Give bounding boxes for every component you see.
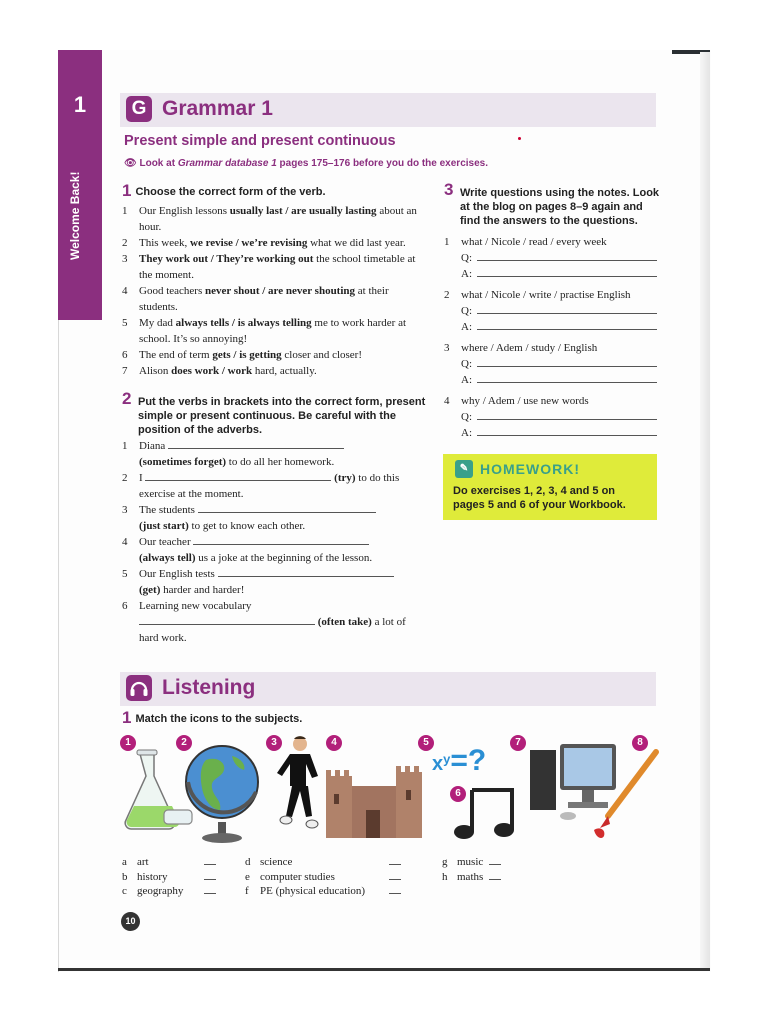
item-number: 1 xyxy=(444,236,450,248)
listening-title: Listening xyxy=(162,676,256,699)
answer-blank[interactable] xyxy=(204,884,216,894)
question-line[interactable] xyxy=(477,250,657,261)
item-text-post: hard, actually. xyxy=(252,365,317,377)
subject-name: geography xyxy=(137,885,184,897)
ex2-item xyxy=(122,534,422,566)
item-subject: Learning new vocabulary xyxy=(139,600,252,612)
item-rest: us a joke at the beginning of the lesson. xyxy=(195,552,373,564)
subject-name: maths xyxy=(457,870,484,883)
answer-line[interactable] xyxy=(477,425,657,436)
ex3-heading xyxy=(444,180,660,228)
item-number: 1 xyxy=(122,440,128,452)
question-line[interactable] xyxy=(477,356,657,367)
ex2-item xyxy=(122,566,422,598)
answer-line[interactable] xyxy=(193,534,369,545)
item-rest: to get to know each other. xyxy=(188,520,306,532)
ex1-item xyxy=(122,347,422,363)
castle-icon xyxy=(322,760,426,840)
item-text-pre: The end of term xyxy=(139,349,213,361)
picture-badge-3: 3 xyxy=(266,735,282,751)
maths-formula xyxy=(432,744,486,778)
subjects-col-3 xyxy=(442,855,522,884)
subject-name: art xyxy=(137,856,149,868)
answer-blank[interactable] xyxy=(489,855,501,865)
answer-line[interactable] xyxy=(168,438,344,449)
verb-choice[interactable]: They work out / They’re working out xyxy=(139,253,314,265)
item-number: 7 xyxy=(122,365,128,377)
answer-row xyxy=(444,372,658,388)
answer-blank[interactable] xyxy=(389,870,401,880)
subject-name: history xyxy=(137,870,168,883)
ex3-number: 3 xyxy=(444,180,454,199)
answer-line[interactable] xyxy=(218,566,394,577)
subject-d xyxy=(245,855,405,870)
homework-text: Do exercises 1, 2, 3, 4 and 5 on pages 5 and 6 of your Workbook. xyxy=(453,485,626,511)
item-number: 4 xyxy=(444,395,450,407)
item-rest: a lot of hard work. xyxy=(139,616,406,644)
item-number: 6 xyxy=(122,600,128,612)
ex2-items xyxy=(122,438,422,646)
item-text-post: about an hour. xyxy=(139,205,417,233)
item-text-post: closer and closer! xyxy=(281,349,362,361)
music-note-icon xyxy=(450,786,520,842)
grammar-title: Grammar 1 xyxy=(162,97,273,120)
verb-choice[interactable]: gets / is getting xyxy=(212,349,282,361)
subject-name: computer studies xyxy=(260,870,335,883)
ex3-item xyxy=(444,287,658,335)
ex2-instruction: Put the verbs in brackets into the correct form, present simple or present continuous. Be careful with the position of the adverbs. xyxy=(138,396,426,436)
subject-letter: f xyxy=(245,885,249,897)
a-label: A: xyxy=(461,374,472,386)
item-number: 2 xyxy=(122,237,128,249)
ex2-item xyxy=(122,438,422,470)
subjects-col-1 xyxy=(122,855,232,899)
grammar-note xyxy=(124,158,488,169)
answer-row xyxy=(444,319,658,335)
verb-choice[interactable]: we revise / we’re revising xyxy=(190,237,308,249)
a-label: A: xyxy=(461,427,472,439)
page-bottom-rule xyxy=(58,968,710,971)
listening-ex1-number: 1 xyxy=(122,708,132,727)
item-number: 6 xyxy=(122,349,128,361)
formula-y: y xyxy=(443,751,451,767)
picture-badge-5: 5 xyxy=(418,735,434,751)
runner-icon xyxy=(270,734,326,838)
question-row xyxy=(444,250,658,266)
unit-label: Welcome Back! xyxy=(68,171,82,260)
question-line[interactable] xyxy=(477,303,657,314)
answer-line[interactable] xyxy=(477,319,657,330)
answer-line[interactable] xyxy=(477,266,657,277)
subject-letter: h xyxy=(442,870,448,883)
subject-f xyxy=(245,884,405,899)
item-number: 2 xyxy=(122,472,128,484)
subject-g xyxy=(442,855,522,870)
ex3-notes xyxy=(444,287,658,303)
ex3-notes xyxy=(444,340,658,356)
headphones-icon xyxy=(126,675,152,701)
print-speck xyxy=(518,137,521,140)
item-text-pre: This week, xyxy=(139,237,191,249)
item-text-post: me to work harder at school. It’s so annoying! xyxy=(139,317,407,345)
subject-letter: b xyxy=(122,870,128,883)
paintbrush-icon xyxy=(590,748,660,844)
item-text-pre: My dad xyxy=(139,317,176,329)
listening-ex1-instruction: Match the icons to the subjects. xyxy=(135,713,303,725)
notes-text: what / Nicole / write / practise English xyxy=(461,289,631,301)
page-edge xyxy=(700,52,710,968)
ex3-item xyxy=(444,340,658,388)
q-label: Q: xyxy=(461,305,472,317)
ex3-item xyxy=(444,393,658,441)
answer-line[interactable] xyxy=(145,470,331,481)
ex1-item xyxy=(122,363,422,379)
subject-c xyxy=(122,884,232,899)
item-subject: Our English tests xyxy=(139,568,215,580)
note-prefix: Look at xyxy=(139,158,178,169)
picture-badge-8: 8 xyxy=(632,735,648,751)
ex3-instruction: Write questions using the notes. Look at the blog on pages 8–9 again and find the answers to the questions. xyxy=(460,187,660,227)
picture-badge-2: 2 xyxy=(176,735,192,751)
a-label: A: xyxy=(461,268,472,280)
answer-blank[interactable] xyxy=(204,870,216,880)
ex1-number: 1 xyxy=(122,181,132,200)
picture-badge-4: 4 xyxy=(326,735,342,751)
grammar-subtitle: Present simple and present continuous xyxy=(124,133,396,149)
ex2-item xyxy=(122,598,422,646)
verb-choice[interactable]: does work / work xyxy=(171,365,253,377)
answer-blank[interactable] xyxy=(204,855,216,865)
question-row xyxy=(444,303,658,319)
item-number: 5 xyxy=(122,317,128,329)
q-label: Q: xyxy=(461,411,472,423)
picture-badge-1: 1 xyxy=(120,735,136,751)
notes-text: where / Adem / study / English xyxy=(461,342,598,354)
note-suffix: pages 175–176 before you do the exercises. xyxy=(276,158,488,169)
item-text-post: the school timetable at the moment. xyxy=(139,253,416,281)
ex2-item xyxy=(122,502,422,534)
subject-name: music xyxy=(457,856,484,868)
ex3-item xyxy=(444,234,658,282)
notes-text: what / Nicole / read / every week xyxy=(461,236,607,248)
eye-icon: 👁 xyxy=(124,158,137,169)
note-reference: Grammar database 1 xyxy=(177,158,277,169)
item-rest: harder and harder! xyxy=(160,584,245,596)
item-subject: Diana xyxy=(139,440,166,452)
subject-letter: a xyxy=(122,856,127,868)
verb-choice[interactable]: never shout / are never shouting xyxy=(204,285,356,297)
answer-blank[interactable] xyxy=(489,870,501,880)
item-rest: to do all her homework. xyxy=(226,456,335,468)
question-line[interactable] xyxy=(477,409,657,420)
picture-badge-7: 7 xyxy=(510,735,526,751)
item-number: 3 xyxy=(444,342,450,354)
subject-letter: d xyxy=(245,856,251,868)
ex2-number: 2 xyxy=(122,389,132,408)
subject-h xyxy=(442,870,522,885)
item-subject: The students xyxy=(139,504,195,516)
ex1-item xyxy=(122,203,422,235)
ex1-item xyxy=(122,283,422,315)
answer-line[interactable] xyxy=(139,614,315,625)
homework-title: HOMEWORK! xyxy=(480,461,580,477)
unit-side-tab xyxy=(58,50,102,320)
grammar-icon: G xyxy=(126,96,152,122)
globe-icon xyxy=(180,742,266,846)
a-label: A: xyxy=(461,321,472,333)
subject-letter: e xyxy=(245,870,250,883)
unit-number: 1 xyxy=(73,92,87,117)
ex1-item xyxy=(122,235,422,251)
item-text-pre: Our English lessons xyxy=(139,205,230,217)
item-number: 3 xyxy=(122,504,128,516)
subject-e xyxy=(245,870,405,885)
formula-rest: =? xyxy=(450,744,487,777)
subject-name: PE (physical education) xyxy=(260,885,366,897)
page-number: 10 xyxy=(121,912,140,931)
verb-hint: (get) xyxy=(139,584,161,596)
subjects-col-2 xyxy=(245,855,405,899)
ex1-instruction: Choose the correct form of the verb. xyxy=(135,186,326,198)
item-number: 5 xyxy=(122,568,128,580)
homework-icon: ✎ xyxy=(455,460,473,478)
question-row xyxy=(444,356,658,372)
listening-ex1-heading xyxy=(122,708,422,727)
answer-row xyxy=(444,425,658,441)
subject-letter: c xyxy=(122,885,127,897)
formula-x: x xyxy=(432,753,444,775)
verb-hint: (sometimes forget) xyxy=(139,456,227,468)
item-text-pre: Alison xyxy=(139,365,172,377)
ex2-item xyxy=(122,470,422,502)
ex1-heading xyxy=(122,181,422,200)
subject-name: science xyxy=(260,856,293,868)
verb-hint: (always tell) xyxy=(139,552,196,564)
verb-hint: (often take) xyxy=(317,616,372,628)
ex1-items xyxy=(122,203,422,379)
q-label: Q: xyxy=(461,358,472,370)
answer-blank[interactable] xyxy=(389,884,401,894)
answer-blank[interactable] xyxy=(389,855,401,865)
subject-b xyxy=(122,870,232,885)
subject-letter: g xyxy=(442,856,448,868)
item-rest: to do this exercise at the moment. xyxy=(139,472,400,500)
picture-badge-6: 6 xyxy=(450,786,466,802)
item-number: 1 xyxy=(122,205,128,217)
answer-line[interactable] xyxy=(477,372,657,383)
verb-hint: (try) xyxy=(334,472,356,484)
item-number: 2 xyxy=(444,289,450,301)
item-number: 4 xyxy=(122,536,128,548)
item-text-pre: Good teachers xyxy=(139,285,205,297)
item-number: 4 xyxy=(122,285,128,297)
answer-line[interactable] xyxy=(198,502,376,513)
ex3-notes xyxy=(444,393,658,409)
subject-a xyxy=(122,855,232,870)
item-subject: Our teacher xyxy=(139,536,191,548)
answer-row xyxy=(444,266,658,282)
verb-hint: (just start) xyxy=(139,520,189,532)
ex3-items xyxy=(444,234,658,446)
item-subject: I xyxy=(139,472,143,484)
ex1-item xyxy=(122,251,422,283)
item-number: 3 xyxy=(122,253,128,265)
verb-choice[interactable]: usually last / are usually lasting xyxy=(229,205,377,217)
verb-choice[interactable]: always tells / is always telling xyxy=(175,317,312,329)
ex3-notes xyxy=(444,234,658,250)
notes-text: why / Adem / use new words xyxy=(461,395,589,407)
question-row xyxy=(444,409,658,425)
ex1-item xyxy=(122,315,422,347)
ex2-heading xyxy=(122,389,428,437)
q-label: Q: xyxy=(461,252,472,264)
item-text-post: what we did last year. xyxy=(307,237,406,249)
item-text-post: at their students. xyxy=(139,285,389,313)
